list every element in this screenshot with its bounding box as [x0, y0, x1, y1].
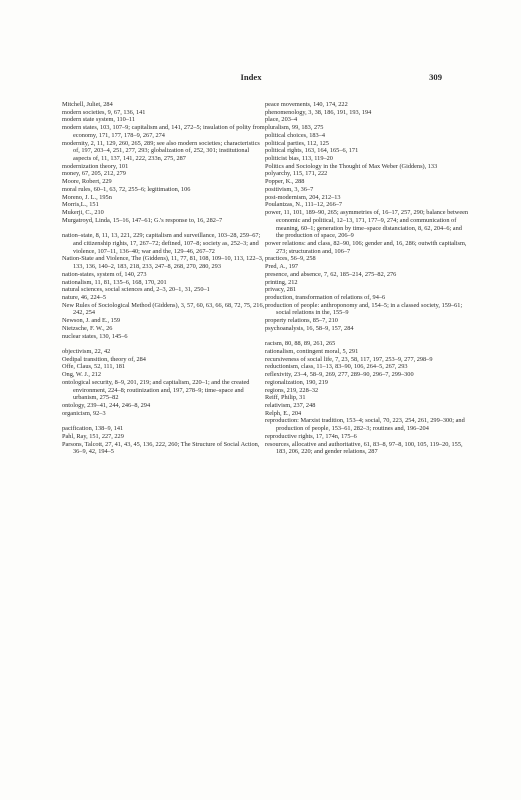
index-entry: New Rules of Sociological Method (Giddens), 3, 57, 60, 63, 66, 68, 72, 75, 216, 242, 254: [62, 301, 265, 317]
index-entry: politicist bias, 113, 119–20: [265, 155, 333, 163]
index-entry: Nation-State and Violence, The (Giddens), 11, 77, 81, 108, 109–10, 113, 122–3, 133, 136, 140–2, 183, 218, 233, 247–8, 268, 270, 280, 293: [62, 255, 264, 271]
index-entry: post-modernism, 204, 212–13: [265, 193, 341, 201]
index-entry: rationalism, contingent moral, 5, 291: [265, 348, 359, 355]
index-entry: resources, allocative and authoritative, 61, 83–8, 97–8, 100, 105, 119–20, 155, 183, 206, 220; and gender relations, 287: [265, 440, 463, 456]
page-header: [62, 72, 442, 86]
index-entry: ontology, 239–41, 244, 246–8, 294: [62, 402, 151, 410]
index-entry: regions, 219, 228–32: [265, 386, 319, 394]
index-entry: modernity, 2, 11, 129, 260, 265, 289; see also modern societies; characteristics of, 197, 203–4, 251, 277, 293; globalization of, 252, 301; institutional aspects of, 11, 137, 141, 222, 233n, 275, 287: [62, 139, 260, 163]
index-entry: power, 11, 101, 189–90, 265; asymmetries of, 16–17, 257, 290; balance between economic and political, 12–13, 171, 177–9, 274; and communication of meaning, 60–1; generation by time–space distanciation, 8, 62, 204–6; and the production of space, 206–9: [265, 209, 469, 240]
index-entry: polyarchy, 115, 171, 222: [265, 170, 328, 178]
index-entry: Mukerji, C., 210: [62, 209, 104, 217]
running-head: Index: [240, 72, 262, 82]
index-entry: Pahl, Ray, 151, 227, 229: [62, 432, 124, 440]
index-entry: nature, 46, 224–5: [62, 293, 107, 301]
index-entry: property relations, 85–7, 210: [265, 317, 338, 325]
index-entry: modern states, 103, 107–9; capitalism and, 141, 272–5; insulation of polity from economy, 171, 177, 178–9, 267, 274: [62, 124, 265, 139]
index-entry: privacy, 281: [265, 286, 297, 294]
index-entry: nation-states, system of, 140, 273: [62, 270, 147, 278]
index-entry: ontological security, 8–9, 201, 219; and capitalism, 220–1; and the created environment, 224–8; routinization and, 197, 278–9; time–space and urbanism, 275–82: [62, 378, 250, 402]
index-entry: power relations: and class, 82–90, 106; gender and, 16, 286; outwith capitalism, 273; structuration and, 106–7: [265, 239, 467, 255]
index-entry: production, transformation of relations of, 94–6: [265, 293, 386, 301]
index-entry: modern state system, 110–11: [62, 116, 135, 124]
index-entry: printing, 212: [265, 278, 298, 286]
index-entry: Nietzsche, F. W., 26: [62, 324, 113, 332]
index-entry: Relph, E., 204: [265, 409, 302, 417]
index-entry: reproductive rights, 17, 174n, 175–6: [265, 432, 357, 440]
index-entry: positivism, 3, 36–7: [265, 185, 314, 193]
index-entry: Pred, A., 197: [265, 263, 299, 271]
index-entry: modern societies, 9, 67, 136, 141: [62, 108, 146, 116]
index-entry: organicism, 92–3: [62, 409, 106, 417]
index-entry: moral rules, 60–1, 63, 72, 255–6; legitimation, 106: [62, 185, 191, 193]
index-entry: political choices, 183–4: [265, 131, 325, 139]
index-entry: Offe, Claus, 52, 111, 181: [62, 363, 126, 371]
index-entry: Mitchell, Juliet, 284: [62, 101, 113, 108]
index-entry: objectivism, 22, 42: [62, 348, 111, 355]
index-entry: pacification, 138–9, 141: [62, 425, 124, 433]
index-entry: political rights, 163, 164, 165–6, 171: [265, 147, 359, 155]
index-entry: racism, 80, 88, 89, 261, 265: [265, 340, 336, 348]
index-entry: practices, 56–9, 258: [265, 255, 316, 263]
index-entry: recursiveness of social life, 7, 23, 58, 117, 197, 253–9, 277, 298–9: [265, 355, 433, 363]
index-entry: reproduction: Marxist tradition, 153–4; social, 70, 223, 254, 261, 299–300; and production of people, 153–61, 282–3; routines and, 196–204: [265, 417, 465, 433]
index-entry: Politics and Sociology in the Thought of Max Weber (Giddens), 133: [265, 162, 438, 170]
index-entry: Reiff, Philip, 31: [265, 394, 306, 402]
index-entry: Popper, K., 288: [265, 178, 305, 186]
index-entry: modernization theory, 101: [62, 162, 129, 170]
index-entry: political parties, 112, 125: [265, 139, 329, 147]
index-entry: Ong, W. J., 212: [62, 371, 102, 379]
index-entry: psychoanalysis, 16, 58–9, 157, 284: [265, 324, 354, 332]
index-entry: natural sciences, social sciences and, 2–3, 20–1, 31, 250–1: [62, 286, 210, 294]
index-entry: Parsons, Talcott, 27, 41, 43, 45, 136, 222, 260; The Structure of Social Action, 36–9, 42, 194–5: [62, 440, 260, 456]
index-entry: reflexivity, 23–4, 58–9, 269, 277, 289–90, 296–7, 299–300: [265, 371, 414, 379]
index-entry: nationalism, 11, 81, 135–6, 168, 170, 201: [62, 278, 167, 286]
index-entry: peace movements, 140, 174, 222: [265, 101, 348, 108]
index-column-right: [265, 101, 470, 456]
index-entry: Moreno, J. L., 195n: [62, 193, 112, 201]
index-entry: production of people: anthroponomy and, 154–5; in a classed society, 159–61; social relations in the, 155–9: [265, 301, 463, 317]
index-entry: reductionism, class, 11–13, 83–90, 106, 264–5, 267, 293: [265, 363, 408, 371]
index-entry: Oedipal transition, theory of, 284: [62, 355, 146, 363]
index-entry: Morris,L., 151: [62, 201, 99, 209]
index-entry: presence, and absence, 7, 62, 185–214, 275–82, 276: [265, 270, 397, 278]
index-entry: nuclear states, 130, 145–6: [62, 332, 128, 340]
index-entry: regionalization, 190, 219: [265, 378, 328, 386]
index-entry: relativism, 237, 248: [265, 402, 316, 410]
index-entry: money, 67, 205, 212, 279: [62, 170, 126, 178]
index-entry: Moore, Robert, 229: [62, 178, 112, 186]
index-entry: phenomenology, 3, 38, 186, 191, 193, 194: [265, 108, 372, 116]
index-entry: Newson, J. and E., 159: [62, 317, 121, 325]
index-entry: Poulantzas, N., 111–12, 266–7: [265, 201, 343, 209]
page-number: 309: [429, 72, 442, 82]
index-entry: pluralism, 99, 183, 275: [265, 124, 324, 132]
index-entry: nation–state, 8, 11, 13, 221, 229; capitalism and surveillance, 103–28, 259–67; and citizenship rights, 17, 267–72; defined, 107–8; society as, 252–3; and violence, 107–11, 136–40; war and the, 129–46, 267–72: [62, 232, 261, 255]
index-entry: Murgatroyd, Linda, 15–16, 147–61; G.'s response to, 16, 282–7: [62, 216, 223, 224]
index-entry: place, 203–4: [265, 116, 298, 124]
index-column-left: [62, 101, 267, 456]
